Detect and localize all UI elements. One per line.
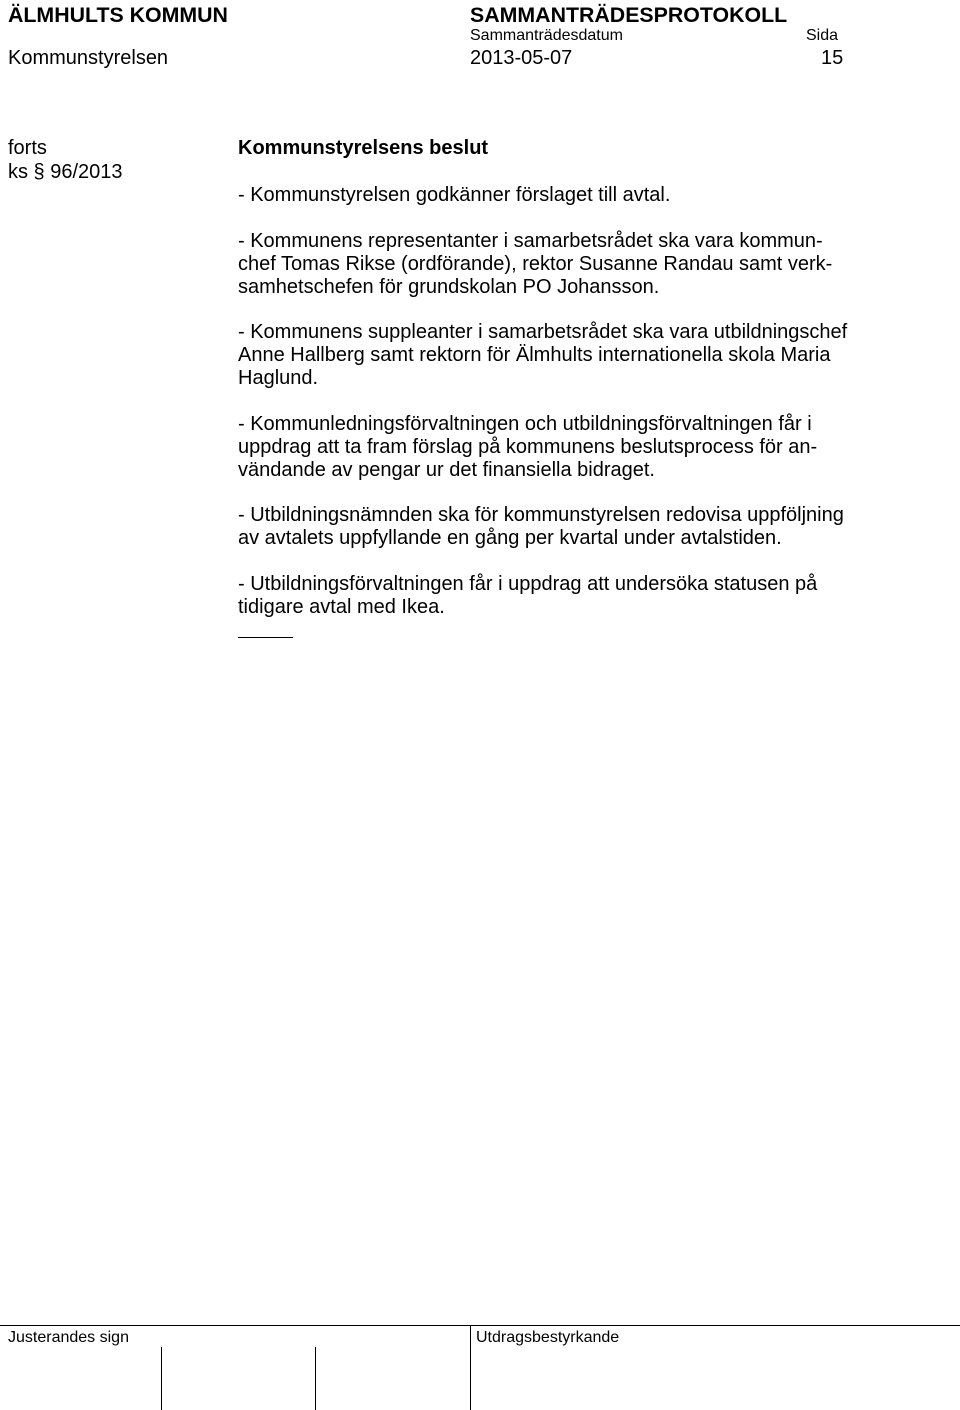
decision-item [238,321,938,390]
decision-text-line: av avtalets uppfyllande en gång per kvartal under avtalstiden. [238,527,782,549]
decision-text-line: - Kommunens representanter i samarbetsrådet ska vara kommun- [238,229,823,252]
municipality-name: ÄLMHULTS KOMMUN [8,3,228,27]
decision-text-line: chef Tomas Rikse (ordförande), rektor Susanne Randau samt verk- [238,252,833,275]
decision-item [238,230,938,299]
document-type: SAMMANTRÄDESPROTOKOLL [470,3,788,27]
decision-text-line: - Utbildningsförvaltningen får i uppdrag att undersöka statusen på [238,572,818,595]
decision-text-line: tidigare avtal med Ikea. [238,595,445,618]
signature-box-divider [161,1347,162,1410]
signature-box-divider [315,1347,316,1410]
decision-item [238,184,938,207]
decision-item [238,504,938,550]
case-reference: ks § 96/2013 [8,161,123,183]
decision-text-line: vändande av pengar ur det finansiella bidraget. [238,458,655,481]
decision-text-line: - Utbildningsnämnden ska för kommunstyrelsen redovisa uppföljning [238,504,844,526]
meeting-date: 2013-05-07 [470,47,573,69]
end-of-section-rule [238,637,293,638]
decision-text-line: - Kommunens suppleanter i samarbetsrådet ska vara utbildningschef [238,321,848,343]
footer-column-divider [470,1325,471,1410]
extract-certification-label: Utdragsbestyrkande [476,1329,620,1346]
decision-text-line: - Kommunledningsförvaltningen och utbildningsförvaltningen får i [238,412,812,435]
committee-name: Kommunstyrelsen [8,47,169,69]
decision-text-line: samhetschefen för grundskolan PO Johansson. [238,275,660,298]
decision-section [238,137,938,638]
decision-text-line: uppdrag att ta fram förslag på kommunens beslutsprocess för an- [238,435,818,458]
decision-text-line: Haglund. [238,367,319,389]
continued-note: forts [8,137,47,159]
decision-item [238,573,938,619]
page-label: Sida [806,27,839,44]
footer-divider [0,1325,960,1326]
decision-text-line: - Kommunstyrelsen godkänner förslaget till avtal. [238,184,671,206]
decision-heading: Kommunstyrelsens beslut [238,137,489,159]
meeting-date-label: Sammanträdesdatum [470,27,623,44]
decision-item [238,413,938,482]
adjuster-signature-label: Justerandes sign [8,1329,129,1346]
page-number: 15 [821,47,844,69]
decision-text-line: Anne Hallberg samt rektorn för Älmhults internationella skola Maria [238,344,831,366]
